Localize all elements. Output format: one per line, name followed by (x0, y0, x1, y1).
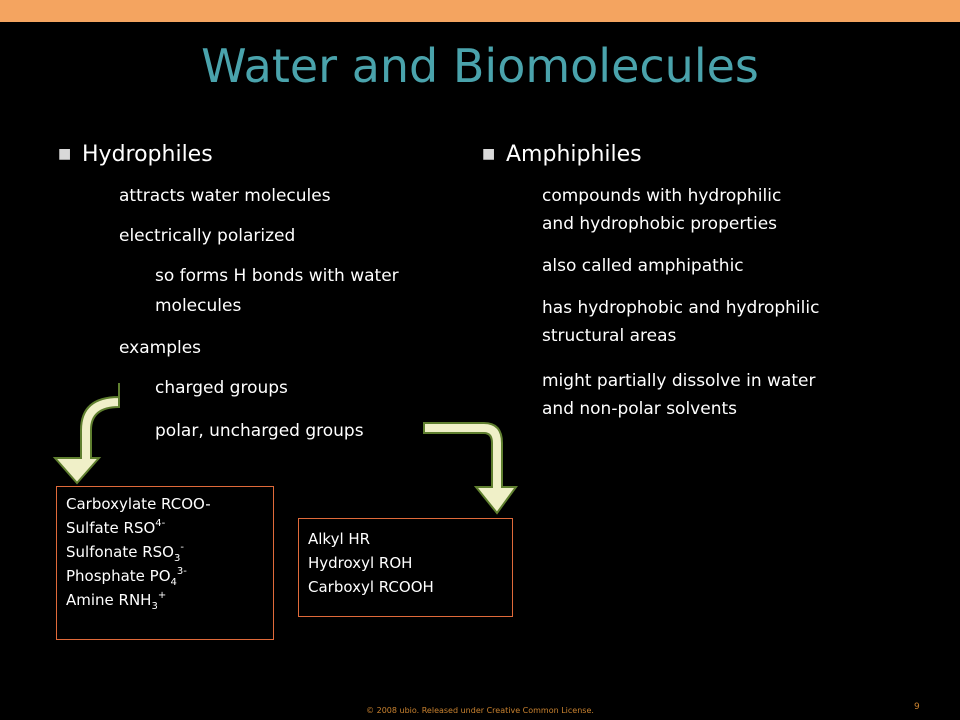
hydrophiles-item: electrically polarized (119, 226, 296, 246)
charged-group-row: Carboxylate RCOO- (66, 495, 211, 513)
hydrophiles-heading: Hydrophiles (82, 142, 213, 167)
slide-title: Water and Biomolecules (201, 39, 759, 93)
hydrophiles-item: so forms H bonds with water (155, 266, 399, 286)
charged-group-row: Amine $RNH_3^+$ (66, 590, 167, 612)
polar-groups-box (298, 518, 513, 617)
hydrophiles-item: attracts water molecules (119, 186, 331, 206)
hydrophiles-item: molecules (155, 296, 242, 316)
polar-group-row: Alkyl HR (308, 530, 371, 548)
amphiphiles-heading: Amphiphiles (506, 142, 642, 167)
polar-group-row: Carboxyl RCOOH (308, 578, 434, 596)
polar-group-row: Hydroxyl ROH (308, 554, 413, 572)
arrow-to-polar-box (424, 423, 516, 513)
amphiphiles-item: compounds with hydrophilic (542, 186, 782, 206)
charged-groups-box (56, 486, 274, 640)
amphiphiles-item: structural areas (542, 326, 677, 346)
amphiphiles-item: has hydrophobic and hydrophilic (542, 298, 820, 318)
amphiphiles-item: and non-polar solvents (542, 399, 737, 419)
amphiphiles-item: also called amphipathic (542, 256, 744, 276)
charged-group-row: Sulfonate $RSO_3^-$ (66, 542, 184, 564)
page-number: 9 (914, 702, 920, 712)
amphiphiles-item: and hydrophobic properties (542, 214, 778, 234)
arrow-to-charged-box (55, 383, 119, 483)
amphiphiles-item: might partially dissolve in water (542, 371, 816, 391)
square-bullet-icon: ■ (58, 146, 72, 162)
square-bullet-icon: ■ (482, 146, 496, 162)
license-footer: © 2008 ubio. Released under Creative Common License. (366, 706, 594, 715)
hydrophiles-item: polar, uncharged groups (155, 421, 364, 441)
charged-group-row: Sulfate $RSO^{4-}$ (66, 518, 166, 537)
hydrophiles-item: charged groups (155, 378, 288, 398)
hydrophiles-item: examples (119, 338, 202, 358)
charged-group-row: Phosphate $PO_4^{3-}$ (66, 566, 187, 588)
